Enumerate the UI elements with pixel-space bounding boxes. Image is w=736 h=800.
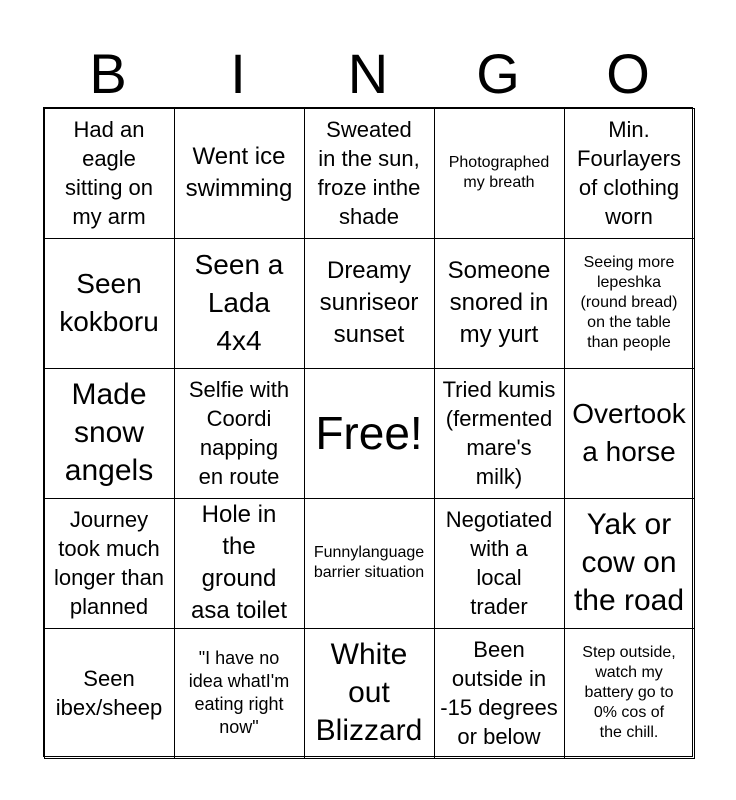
bingo-cell[interactable] — [564, 368, 695, 499]
bingo-cell[interactable] — [174, 108, 305, 239]
bingo-cell[interactable] — [44, 368, 175, 499]
header-letter-g: G — [476, 42, 520, 105]
cell-text: Hole in the ground asa toilet — [190, 501, 288, 624]
bingo-cell[interactable] — [564, 628, 695, 759]
cell-text: Been outside in -15 degrees or below — [440, 637, 558, 749]
cell-text: Seen a Lada 4x4 — [194, 249, 284, 356]
bingo-cell[interactable] — [174, 628, 305, 759]
bingo-cell[interactable] — [564, 238, 695, 369]
bingo-cell[interactable] — [434, 368, 565, 499]
cell-text: Selfie with Coordi napping en route — [188, 377, 290, 489]
bingo-cell[interactable] — [304, 628, 435, 759]
bingo-grid — [43, 107, 693, 757]
cell-text: Overtook a horse — [572, 398, 686, 467]
bingo-cell[interactable] — [304, 108, 435, 239]
cell-text: Dreamy sunriseor sunset — [319, 257, 419, 348]
bingo-cell[interactable] — [174, 368, 305, 499]
cell-text: Free! — [315, 407, 423, 459]
bingo-cell[interactable] — [564, 108, 695, 239]
cell-text: Negotiated with a local trader — [445, 507, 553, 619]
cell-text: Seeing more lepeshka (round bread) on the table than people — [580, 254, 678, 351]
bingo-cell[interactable] — [564, 498, 695, 629]
bingo-cell[interactable] — [44, 238, 175, 369]
cell-text: Step outside, watch my battery go to 0% cos of the chill. — [582, 644, 676, 741]
bingo-cell[interactable] — [434, 628, 565, 759]
cell-text: Yak or cow on the road — [573, 508, 685, 617]
free-cell[interactable] — [304, 368, 435, 499]
cell-text: Seen kokboru — [59, 268, 159, 337]
cell-text: Journey took much longer than planned — [53, 507, 165, 619]
bingo-cell[interactable] — [174, 498, 305, 629]
header-letter-n: N — [347, 42, 389, 105]
bingo-cell[interactable] — [44, 498, 175, 629]
cell-text: Went ice swimming — [185, 143, 293, 202]
bingo-cell[interactable] — [44, 108, 175, 239]
cell-text: Someone snored in my yurt — [447, 257, 551, 348]
header-letter-o: O — [606, 42, 650, 105]
cell-text: Sweated in the sun, froze inthe shade — [317, 117, 421, 229]
bingo-cell[interactable] — [174, 238, 305, 369]
cell-text: Photographed my breath — [448, 154, 550, 191]
cell-text: Min. Fourlayers of clothing worn — [577, 117, 681, 229]
header-letter-b: B — [89, 42, 127, 105]
bingo-cell[interactable] — [44, 628, 175, 759]
header-letter-i: I — [230, 42, 246, 105]
bingo-cell[interactable] — [304, 498, 435, 629]
bingo-cell[interactable] — [434, 238, 565, 369]
cell-text: White out Blizzard — [315, 638, 423, 747]
bingo-cell[interactable] — [434, 498, 565, 629]
bingo-cell[interactable] — [434, 108, 565, 239]
cell-text: Funnylanguage barrier situation — [313, 544, 425, 581]
bingo-header — [43, 40, 693, 108]
cell-text: Seen ibex/sheep — [55, 666, 163, 720]
cell-text: "I have no idea whatI'm eating right now" — [188, 648, 290, 737]
cell-text: Tried kumis (fermented mare's milk) — [442, 377, 556, 489]
bingo-cell[interactable] — [304, 238, 435, 369]
cell-text: Had an eagle sitting on my arm — [64, 117, 154, 229]
cell-text: Made snow angels — [64, 378, 154, 487]
